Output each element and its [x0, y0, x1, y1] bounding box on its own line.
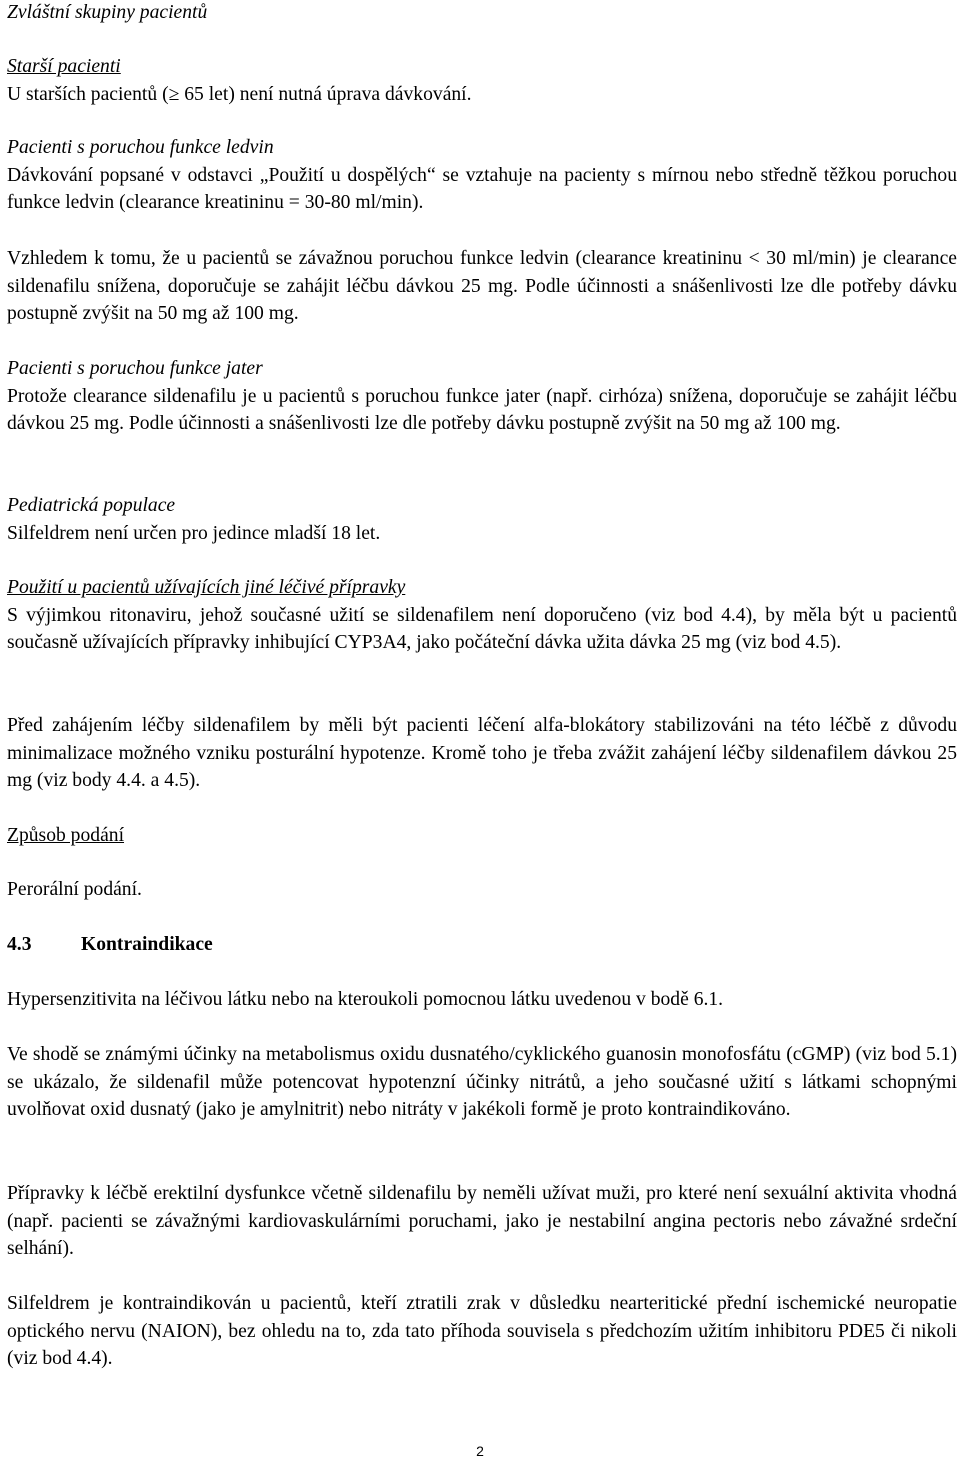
hepatic-section	[7, 355, 957, 438]
other-meds-text-2: Před zahájením léčby sildenafilem by měli být pacienti léčení alfa-blokátory stabilizováni na této léčbě z důvodu minimalizace možného vzniku posturální hypotenze. Kromě toho je třeba zvážit zahájení léčby sildenafilem dávkou 25 mg (viz body 4.4. a 4.5).	[7, 715, 957, 791]
elderly-text: U starších pacientů (≥ 65 let) není nutná úprava dávkování.	[7, 83, 472, 105]
section-title: Kontraindikace	[81, 934, 213, 955]
renal-text-1: Dávkování popsané v odstavci „Použití u dospělých“ se vztahuje na pacienty s mírnou nebo středně těžkou poruchou funkce ledvin (clearance kreatininu = 30-80 ml/min).	[7, 164, 957, 213]
elderly-heading: Starší pacienti	[7, 56, 121, 77]
renal-heading: Pacienti s poruchou funkce ledvin	[7, 137, 274, 158]
contraindication-paragraph-1: Hypersenzitivita na léčivou látku nebo na kteroukoli pomocnou látku uvedenou v bodě 6.1.	[7, 989, 724, 1010]
other-meds-heading: Použití u pacientů užívajících jiné léčivé přípravky	[7, 577, 406, 598]
contraindication-paragraph-2: Ve shodě se známými účinky na metabolismus oxidu dusnatého/cyklického guanosin monofosfátu (cGMP) (viz bod 5.1) se ukázalo, že sildenafil může potencovat hypotenzní účinky nitrátů, a jeho současné užití s látkami schopnými uvolňovat oxid dusnatý (jako je amylnitrit) nebo nitráty v jakékoli formě je proto kontraindikováno.	[7, 1044, 957, 1120]
renal-section	[7, 134, 957, 217]
hepatic-heading: Pacienti s poruchou funkce jater	[7, 358, 263, 379]
administration-text: Perorální podání.	[7, 879, 142, 900]
other-meds-text-1: S výjimkou ritonaviru, jehož současné užití se sildenafilem není doporučeno (viz bod 4.4), by měla být u pacientů současně užívajících přípravky inhibující CYP3A4, jako počáteční dávka užita dávka 25 mg (viz bod 4.5).	[7, 604, 957, 653]
hepatic-text: Protože clearance sildenafilu je u pacientů s poruchou funkce jater (např. cirhóza) snížena, doporučuje se zahájit léčbu dávkou 25 mg. Podle účinnosti a snášenlivosti lze dle potřeby dávku postupně zvýšit na 50 mg až 100 mg.	[7, 385, 957, 434]
page-number: 2	[476, 1443, 484, 1459]
renal-text-2: Vzhledem k tomu, že u pacientů se závažnou poruchou funkce ledvin (clearance kreatininu < 30 ml/min) je clearance sildenafilu snížena, doporučuje se zahájit léčbu dávkou 25 mg. Podle účinnosti a snášenlivosti lze dle potřeby dávku postupně zvýšit na 50 mg až 100 mg.	[7, 248, 957, 324]
elderly-section	[7, 53, 957, 108]
section-4-3-heading	[7, 931, 213, 959]
other-meds-section	[7, 574, 957, 657]
contraindication-paragraph-3: Přípravky k léčbě erektilní dysfunkce včetně sildenafilu by neměli užívat muži, pro které není sexuální aktivita vhodná (např. pacienti se závažnými kardiovaskulárními poruchami, jako je nestabilní angina pectoris nebo závažné srdeční selhání).	[7, 1183, 957, 1259]
pediatric-heading: Pediatrická populace	[7, 495, 176, 516]
pediatric-section	[7, 492, 957, 547]
pediatric-text: Silfeldrem není určen pro jedince mladší 18 let.	[7, 522, 381, 544]
special-groups-heading: Zvláštní skupiny pacientů	[7, 2, 208, 23]
administration-heading: Způsob podání	[7, 825, 125, 846]
contraindication-paragraph-4: Silfeldrem je kontraindikován u pacientů, kteří ztratili zrak v důsledku nearteritické přední ischemické neuropatie optického nervu (NAION), bez ohledu na to, zda tato příhoda souvisela s předchozím užitím inhibitoru PDE5 či nikoli (viz bod 4.4).	[7, 1293, 957, 1369]
section-number: 4.3	[7, 934, 32, 955]
